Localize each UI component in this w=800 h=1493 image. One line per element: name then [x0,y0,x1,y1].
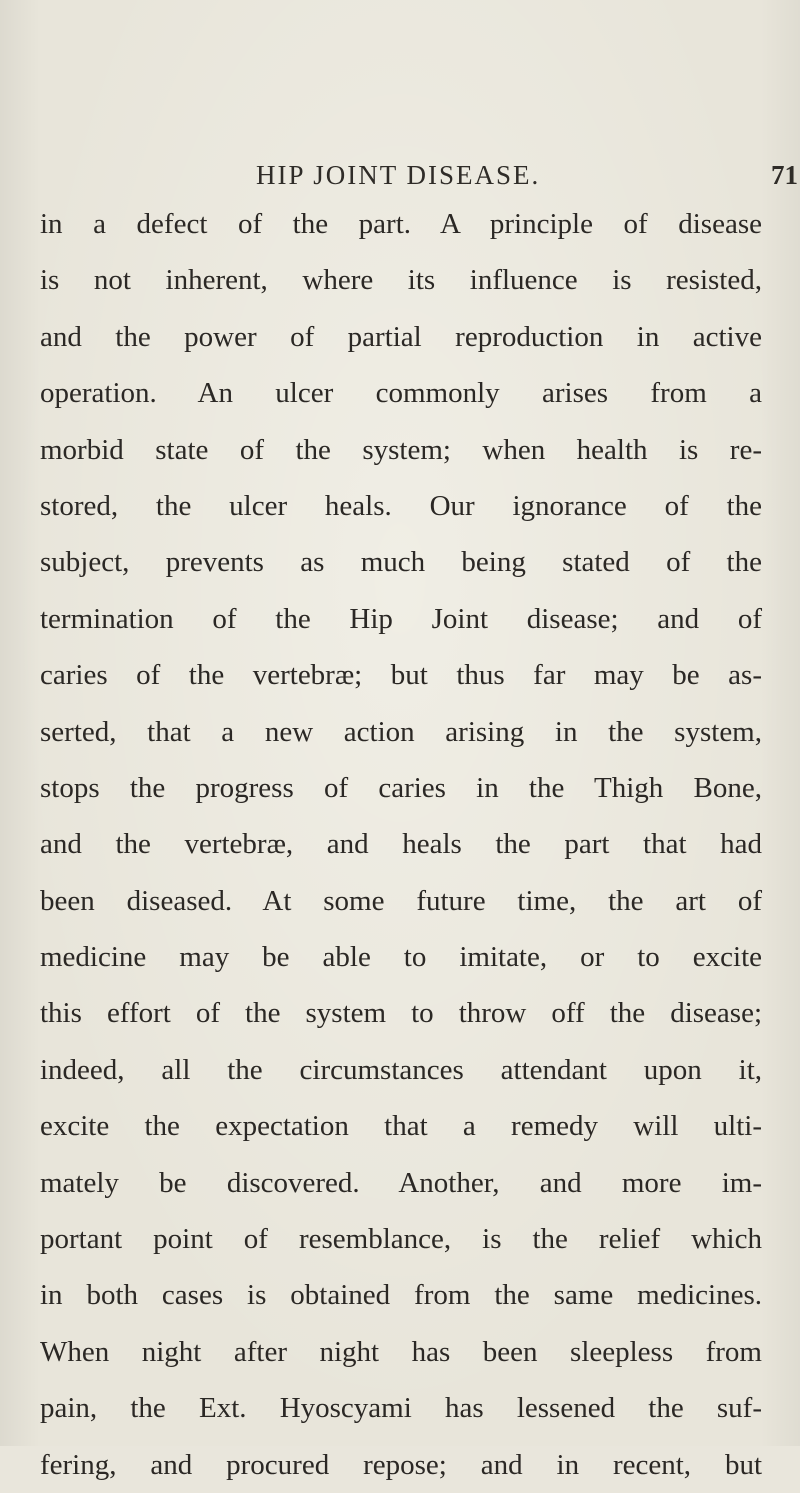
text-line: morbid state of the system; when health is re- [40,433,762,466]
text-line: subject, prevents as much being stated of the [40,546,762,579]
text-line: medicine may be able to imitate, or to excite [40,941,762,974]
text-line: in a defect of the part. A principle of disease [40,208,762,240]
page-number: 71 [771,160,798,190]
text-line: this effort of the system to throw off the disease; [40,997,762,1030]
text-line: in both cases is obtained from the same medicines. [40,1279,762,1312]
text-line: been diseased. At some future time, the art of [40,884,762,917]
text-line: When night after night has been sleepless from [40,1335,762,1368]
running-head [256,160,798,200]
text-line: fering, and procured repose; and in recent, but [40,1448,762,1481]
text-line: stored, the ulcer heals. Our ignorance of the [40,489,762,522]
text-line: indeed, all the circumstances attendant upon it, [40,1053,762,1086]
text-line: and the power of partial reproduction in active [40,320,762,353]
text-line: serted, that a new action arising in the system, [40,715,762,748]
text-line: and the vertebræ, and heals the part that had [40,828,762,861]
text-line: operation. An ulcer commonly arises from a [40,377,762,410]
text-line: mately be discovered. Another, and more im- [40,1166,762,1199]
text-line: portant point of resemblance, is the relief which [40,1223,762,1256]
body-text [40,196,800,1493]
text-line: excite the expectation that a remedy will ulti- [40,1110,762,1143]
text-line: stops the progress of caries in the Thigh Bone, [40,771,762,804]
running-title: HIP JOINT DISEASE. [256,160,541,190]
text-line: termination of the Hip Joint disease; and of [40,602,762,635]
text-line: pain, the Ext. Hyoscyami has lessened the suf- [40,1392,762,1425]
text-line: caries of the vertebræ; but thus far may be as- [40,659,762,692]
text-line: is not inherent, where its influence is resisted, [40,264,762,297]
